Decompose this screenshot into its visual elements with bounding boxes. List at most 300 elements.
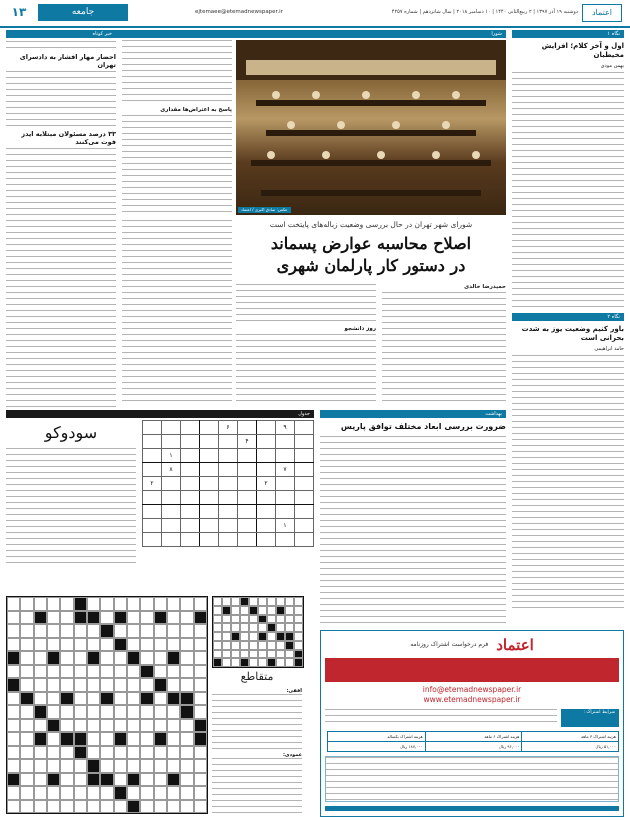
crossword-cell[interactable] <box>167 746 180 760</box>
crossword-cell[interactable] <box>114 732 127 746</box>
crossword-cell[interactable] <box>249 615 258 624</box>
crossword-cell[interactable] <box>267 632 276 641</box>
crossword-cell[interactable] <box>154 678 167 692</box>
sudoku-cell[interactable] <box>257 519 276 533</box>
ad-conditions-button[interactable]: شرایط اشتراک : <box>561 709 619 727</box>
crossword-cell[interactable] <box>7 800 20 814</box>
sudoku-cell[interactable] <box>200 421 219 435</box>
crossword-cell[interactable] <box>87 705 100 719</box>
crossword-cell[interactable] <box>47 638 60 652</box>
crossword-cell[interactable] <box>127 624 140 638</box>
sudoku-cell[interactable]: ۸ <box>162 463 181 477</box>
crossword-cell[interactable] <box>154 651 167 665</box>
crossword-cell[interactable] <box>167 773 180 787</box>
crossword-cell[interactable] <box>167 611 180 625</box>
crossword-cell[interactable] <box>249 606 258 615</box>
crossword-cell[interactable] <box>249 641 258 650</box>
sudoku-cell[interactable] <box>162 477 181 491</box>
sudoku-cell[interactable] <box>181 505 200 519</box>
crossword-cell[interactable] <box>47 773 60 787</box>
crossword-cell[interactable] <box>167 651 180 665</box>
sudoku-cell[interactable] <box>238 519 257 533</box>
sudoku-cell[interactable] <box>162 505 181 519</box>
sudoku-cell[interactable]: ۱ <box>276 519 295 533</box>
crossword-cell[interactable] <box>258 641 267 650</box>
sudoku-cell[interactable] <box>257 533 276 547</box>
crossword-cell[interactable] <box>222 641 231 650</box>
crossword-cell[interactable] <box>167 786 180 800</box>
crossword-cell[interactable] <box>267 597 276 606</box>
crossword-cell[interactable] <box>167 759 180 773</box>
sudoku-cell[interactable] <box>276 491 295 505</box>
crossword-cell[interactable] <box>7 732 20 746</box>
crossword-cell[interactable] <box>285 597 294 606</box>
crossword-cell[interactable] <box>7 611 20 625</box>
crossword-cell[interactable] <box>180 665 193 679</box>
crossword-cell[interactable] <box>100 665 113 679</box>
sudoku-cell[interactable] <box>276 533 295 547</box>
crossword-cell[interactable] <box>127 759 140 773</box>
crossword-cell[interactable] <box>180 624 193 638</box>
crossword-cell[interactable] <box>231 606 240 615</box>
sudoku-cell[interactable] <box>295 505 314 519</box>
sudoku-cell[interactable] <box>295 463 314 477</box>
crossword-cell[interactable] <box>240 597 249 606</box>
crossword-cell[interactable] <box>167 705 180 719</box>
crossword-cell[interactable] <box>194 597 207 611</box>
crossword-cell[interactable] <box>74 665 87 679</box>
crossword-cell[interactable] <box>20 611 33 625</box>
sudoku-cell[interactable] <box>238 477 257 491</box>
crossword-cell[interactable] <box>127 800 140 814</box>
crossword-cell[interactable] <box>194 611 207 625</box>
sudoku-cell[interactable] <box>143 505 162 519</box>
crossword-cell[interactable] <box>74 692 87 706</box>
crossword-cell[interactable] <box>100 746 113 760</box>
sudoku-cell[interactable] <box>162 491 181 505</box>
crossword-cell[interactable] <box>194 759 207 773</box>
crossword-cell[interactable] <box>180 759 193 773</box>
crossword-cell[interactable] <box>47 732 60 746</box>
crossword-cell[interactable] <box>240 658 249 667</box>
crossword-cell[interactable] <box>213 597 222 606</box>
sudoku-cell[interactable] <box>238 463 257 477</box>
crossword-cell[interactable] <box>7 705 20 719</box>
crossword-cell[interactable] <box>60 665 73 679</box>
crossword-cell[interactable] <box>7 786 20 800</box>
crossword-cell[interactable] <box>249 597 258 606</box>
crossword-cell[interactable] <box>194 692 207 706</box>
crossword-cell[interactable] <box>60 719 73 733</box>
crossword-cell[interactable] <box>47 692 60 706</box>
crossword-cell[interactable] <box>240 623 249 632</box>
crossword-cell[interactable] <box>194 800 207 814</box>
crossword-cell[interactable] <box>231 615 240 624</box>
crossword-cell[interactable] <box>222 597 231 606</box>
crossword-cell[interactable] <box>7 638 20 652</box>
crossword-cell[interactable] <box>47 759 60 773</box>
crossword-cell[interactable] <box>127 746 140 760</box>
sudoku-cell[interactable] <box>219 491 238 505</box>
sudoku-cell[interactable] <box>162 435 181 449</box>
crossword-cell[interactable] <box>276 641 285 650</box>
crossword-cell[interactable] <box>20 665 33 679</box>
crossword-cell[interactable] <box>100 800 113 814</box>
sudoku-cell[interactable] <box>181 449 200 463</box>
crossword-cell[interactable] <box>154 705 167 719</box>
crossword-cell[interactable] <box>231 641 240 650</box>
crossword-cell[interactable] <box>20 800 33 814</box>
crossword-cell[interactable] <box>7 678 20 692</box>
crossword-cell[interactable] <box>194 678 207 692</box>
sudoku-cell[interactable] <box>219 533 238 547</box>
crossword-cell[interactable] <box>34 759 47 773</box>
crossword-cell[interactable] <box>231 658 240 667</box>
crossword-cell[interactable] <box>276 597 285 606</box>
crossword-cell[interactable] <box>180 786 193 800</box>
crossword-cell[interactable] <box>34 651 47 665</box>
crossword-cell[interactable] <box>140 651 153 665</box>
crossword-cell[interactable] <box>100 678 113 692</box>
crossword-cell[interactable] <box>294 658 303 667</box>
crossword-cell[interactable] <box>127 705 140 719</box>
crossword-cell[interactable] <box>127 665 140 679</box>
crossword-cell[interactable] <box>231 597 240 606</box>
crossword-cell[interactable] <box>20 597 33 611</box>
sudoku-cell[interactable] <box>276 435 295 449</box>
sudoku-cell[interactable] <box>181 533 200 547</box>
sudoku-cell[interactable] <box>295 421 314 435</box>
crossword-cell[interactable] <box>180 719 193 733</box>
crossword-cell[interactable] <box>60 800 73 814</box>
crossword-cell[interactable] <box>258 615 267 624</box>
sudoku-cell[interactable] <box>238 449 257 463</box>
crossword-cell[interactable] <box>140 665 153 679</box>
crossword-cell[interactable] <box>140 786 153 800</box>
crossword-cell[interactable] <box>276 650 285 659</box>
sudoku-cell[interactable] <box>238 421 257 435</box>
crossword-cell[interactable] <box>20 651 33 665</box>
crossword-cell[interactable] <box>258 597 267 606</box>
sudoku-cell[interactable] <box>162 519 181 533</box>
crossword-cell[interactable] <box>60 786 73 800</box>
crossword-cell[interactable] <box>154 719 167 733</box>
crossword-cell[interactable] <box>114 651 127 665</box>
crossword-cell[interactable] <box>74 759 87 773</box>
sudoku-cell[interactable]: ۱ <box>162 449 181 463</box>
crossword-cell[interactable] <box>154 759 167 773</box>
crossword-cell[interactable] <box>167 732 180 746</box>
crossword-cell[interactable] <box>34 719 47 733</box>
crossword-cell[interactable] <box>34 732 47 746</box>
crossword-cell[interactable] <box>7 719 20 733</box>
crossword-cell[interactable] <box>140 719 153 733</box>
crossword-cell[interactable] <box>74 705 87 719</box>
crossword-cell[interactable] <box>60 705 73 719</box>
crossword-cell[interactable] <box>60 624 73 638</box>
sudoku-cell[interactable] <box>200 533 219 547</box>
crossword-cell[interactable] <box>154 638 167 652</box>
crossword-cell[interactable] <box>180 705 193 719</box>
crossword-cell[interactable] <box>213 641 222 650</box>
crossword-cell[interactable] <box>267 606 276 615</box>
crossword-cell[interactable] <box>87 719 100 733</box>
crossword-cell[interactable] <box>180 638 193 652</box>
crossword-cell[interactable] <box>100 692 113 706</box>
sudoku-cell[interactable] <box>257 505 276 519</box>
crossword-cell[interactable] <box>231 632 240 641</box>
crossword-cell[interactable] <box>74 746 87 760</box>
crossword-cell[interactable] <box>167 638 180 652</box>
crossword-cell[interactable] <box>74 624 87 638</box>
sudoku-cell[interactable] <box>143 421 162 435</box>
crossword-cell[interactable] <box>140 597 153 611</box>
crossword-cell[interactable] <box>249 658 258 667</box>
sudoku-cell[interactable] <box>162 421 181 435</box>
crossword-cell[interactable] <box>100 705 113 719</box>
crossword-cell[interactable] <box>167 678 180 692</box>
sudoku-cell[interactable] <box>200 477 219 491</box>
crossword-cell[interactable] <box>180 678 193 692</box>
crossword-cell[interactable] <box>114 786 127 800</box>
crossword-cell[interactable] <box>114 678 127 692</box>
sudoku-cell[interactable] <box>295 491 314 505</box>
crossword-cell[interactable] <box>87 692 100 706</box>
crossword-cell[interactable] <box>154 624 167 638</box>
crossword-cell[interactable] <box>7 665 20 679</box>
crossword-cell[interactable] <box>258 650 267 659</box>
crossword-cell[interactable] <box>127 597 140 611</box>
sudoku-cell[interactable] <box>219 519 238 533</box>
crossword-cell[interactable] <box>222 632 231 641</box>
crossword-cell[interactable] <box>240 606 249 615</box>
crossword-cell[interactable] <box>213 615 222 624</box>
crossword-cell[interactable] <box>154 611 167 625</box>
crossword-cell[interactable] <box>20 678 33 692</box>
crossword-cell[interactable] <box>100 773 113 787</box>
crossword-cell[interactable] <box>180 773 193 787</box>
ad-form-fields[interactable] <box>325 756 619 802</box>
crossword-cell[interactable] <box>87 638 100 652</box>
crossword-cell[interactable] <box>114 638 127 652</box>
crossword-cell[interactable] <box>60 651 73 665</box>
crossword-cell[interactable] <box>285 632 294 641</box>
sudoku-cell[interactable] <box>257 463 276 477</box>
sudoku-cell[interactable] <box>238 505 257 519</box>
crossword-cell[interactable] <box>285 658 294 667</box>
sudoku-cell[interactable] <box>219 435 238 449</box>
crossword-cell[interactable] <box>267 623 276 632</box>
crossword-cell[interactable] <box>140 611 153 625</box>
crossword-cell[interactable] <box>114 759 127 773</box>
crossword-cell[interactable] <box>100 759 113 773</box>
crossword-cell[interactable] <box>7 692 20 706</box>
crossword-cell[interactable] <box>285 623 294 632</box>
crossword-cell[interactable] <box>20 732 33 746</box>
crossword-cell[interactable] <box>294 641 303 650</box>
crossword-cell[interactable] <box>294 597 303 606</box>
crossword-cell[interactable] <box>47 800 60 814</box>
crossword-cell[interactable] <box>258 623 267 632</box>
crossword-cell[interactable] <box>34 786 47 800</box>
crossword-cell[interactable] <box>249 623 258 632</box>
crossword-cell[interactable] <box>294 606 303 615</box>
sudoku-cell[interactable] <box>143 435 162 449</box>
crossword-cell[interactable] <box>60 611 73 625</box>
crossword-cell[interactable] <box>194 732 207 746</box>
crossword-cell[interactable] <box>167 665 180 679</box>
sudoku-cell[interactable] <box>276 477 295 491</box>
crossword-cell[interactable] <box>140 800 153 814</box>
sudoku-cell[interactable] <box>257 421 276 435</box>
sudoku-cell[interactable] <box>181 477 200 491</box>
crossword-cell[interactable] <box>34 705 47 719</box>
crossword-cell[interactable] <box>140 773 153 787</box>
crossword-cell[interactable] <box>114 800 127 814</box>
crossword-cell[interactable] <box>7 597 20 611</box>
crossword-cell[interactable] <box>294 632 303 641</box>
sudoku-cell[interactable]: ۷ <box>276 463 295 477</box>
crossword-cell[interactable] <box>74 651 87 665</box>
crossword-cell[interactable] <box>249 650 258 659</box>
crossword-cell[interactable] <box>34 638 47 652</box>
crossword-cell[interactable] <box>127 611 140 625</box>
crossword-cell[interactable] <box>267 615 276 624</box>
crossword-cell[interactable] <box>20 638 33 652</box>
sudoku-cell[interactable] <box>200 463 219 477</box>
sudoku-cell[interactable] <box>295 533 314 547</box>
crossword-cell[interactable] <box>140 732 153 746</box>
crossword-cell[interactable] <box>47 746 60 760</box>
crossword-cell[interactable] <box>47 678 60 692</box>
crossword-cell[interactable] <box>60 678 73 692</box>
crossword-cell[interactable] <box>194 786 207 800</box>
crossword-cell[interactable] <box>180 800 193 814</box>
crossword-cell[interactable] <box>222 650 231 659</box>
crossword-cell[interactable] <box>222 615 231 624</box>
crossword-cell[interactable] <box>294 623 303 632</box>
crossword-cell[interactable] <box>222 658 231 667</box>
crossword-cell[interactable] <box>87 651 100 665</box>
sudoku-cell[interactable] <box>200 491 219 505</box>
crossword-cell[interactable] <box>74 719 87 733</box>
crossword-cell[interactable] <box>222 606 231 615</box>
crossword-cell[interactable] <box>194 705 207 719</box>
sudoku-cell[interactable] <box>200 519 219 533</box>
crossword-cell[interactable] <box>180 692 193 706</box>
sudoku-cell[interactable]: ۶ <box>219 421 238 435</box>
crossword-cell[interactable] <box>140 678 153 692</box>
crossword-cell[interactable] <box>60 759 73 773</box>
crossword-cell[interactable] <box>267 641 276 650</box>
crossword-cell[interactable] <box>60 773 73 787</box>
sudoku-cell[interactable] <box>181 421 200 435</box>
crossword-cell[interactable] <box>180 651 193 665</box>
crossword-cell[interactable] <box>20 786 33 800</box>
crossword-cell[interactable] <box>114 746 127 760</box>
crossword-cell[interactable] <box>34 611 47 625</box>
crossword-cell[interactable] <box>47 705 60 719</box>
sudoku-cell[interactable] <box>276 449 295 463</box>
crossword-cell[interactable] <box>154 773 167 787</box>
crossword-cell[interactable] <box>285 615 294 624</box>
sudoku-cell[interactable] <box>219 449 238 463</box>
crossword-cell[interactable] <box>74 638 87 652</box>
crossword-cell[interactable] <box>127 719 140 733</box>
crossword-cell[interactable] <box>213 658 222 667</box>
crossword-cell[interactable] <box>100 651 113 665</box>
crossword-cell[interactable] <box>285 641 294 650</box>
sudoku-cell[interactable] <box>257 491 276 505</box>
crossword-cell[interactable] <box>60 692 73 706</box>
crossword-cell[interactable] <box>167 719 180 733</box>
crossword-cell[interactable] <box>167 597 180 611</box>
sudoku-cell[interactable]: ۴ <box>238 435 257 449</box>
crossword-cell[interactable] <box>194 746 207 760</box>
sudoku-cell[interactable] <box>219 477 238 491</box>
crossword-cell[interactable] <box>249 632 258 641</box>
crossword-cell[interactable] <box>47 611 60 625</box>
crossword-cell[interactable] <box>114 624 127 638</box>
crossword-cell[interactable] <box>87 773 100 787</box>
crossword-cell[interactable] <box>240 641 249 650</box>
crossword-cell[interactable] <box>74 597 87 611</box>
crossword-cell[interactable] <box>276 658 285 667</box>
crossword-cell[interactable] <box>60 746 73 760</box>
crossword-cell[interactable] <box>167 692 180 706</box>
crossword-cell[interactable] <box>47 597 60 611</box>
crossword-cell[interactable] <box>34 624 47 638</box>
crossword-cell[interactable] <box>114 692 127 706</box>
crossword-cell[interactable] <box>267 658 276 667</box>
crossword-cell[interactable] <box>194 638 207 652</box>
crossword-cell[interactable] <box>180 611 193 625</box>
crossword-cell[interactable] <box>194 624 207 638</box>
crossword-cell[interactable] <box>114 597 127 611</box>
crossword-cell[interactable] <box>276 615 285 624</box>
crossword-cell[interactable] <box>140 746 153 760</box>
crossword-cell[interactable] <box>180 746 193 760</box>
sudoku-cell[interactable] <box>200 505 219 519</box>
crossword-cell[interactable] <box>34 800 47 814</box>
crossword-cell[interactable] <box>276 632 285 641</box>
crossword-cell[interactable] <box>74 611 87 625</box>
crossword-cell[interactable] <box>74 678 87 692</box>
crossword-cell[interactable] <box>276 623 285 632</box>
crossword-cell[interactable] <box>127 786 140 800</box>
crossword-cell[interactable] <box>87 786 100 800</box>
crossword-cell[interactable] <box>140 638 153 652</box>
crossword-cell[interactable] <box>87 746 100 760</box>
sudoku-cell[interactable] <box>181 491 200 505</box>
sudoku-cell[interactable] <box>295 435 314 449</box>
sudoku-cell[interactable] <box>238 533 257 547</box>
sudoku-cell[interactable] <box>295 449 314 463</box>
crossword-cell[interactable] <box>34 692 47 706</box>
sudoku-cell[interactable] <box>143 463 162 477</box>
sudoku-cell[interactable]: ۲ <box>143 477 162 491</box>
sudoku-cell[interactable] <box>200 449 219 463</box>
crossword-cell[interactable] <box>127 732 140 746</box>
crossword-cell[interactable] <box>34 746 47 760</box>
crossword-cell[interactable] <box>258 658 267 667</box>
crossword-cell[interactable] <box>34 597 47 611</box>
sudoku-cell[interactable] <box>276 505 295 519</box>
crossword-cell[interactable] <box>194 651 207 665</box>
crossword-cell[interactable] <box>20 624 33 638</box>
crossword-cell[interactable] <box>267 650 276 659</box>
crossword-cell[interactable] <box>100 786 113 800</box>
